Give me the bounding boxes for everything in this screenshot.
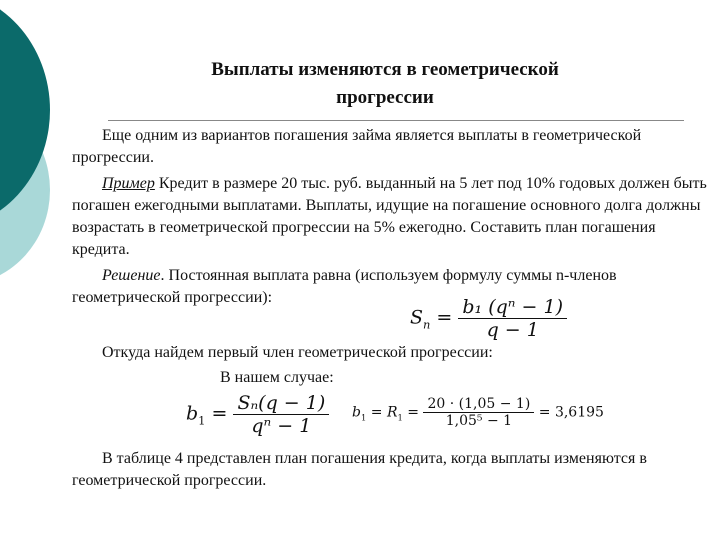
formula-num-lhs: b bbox=[352, 404, 361, 421]
paragraph-solution bbox=[72, 265, 712, 309]
formula-b1-general: $b_1$ = $\frac{\text{Sₙ(q − 1)}}{\text{qⁿ − 1}}$ bbox=[186, 392, 329, 437]
formula-sum-lhs-sub: n bbox=[423, 317, 431, 332]
paragraph-example bbox=[72, 173, 712, 261]
slide-title bbox=[150, 56, 620, 112]
formula-sum-lhs: S bbox=[410, 306, 424, 329]
formula-num-result: 3,6195 bbox=[554, 404, 604, 421]
paragraph-first-term: Откуда найдем первый член геометрической прогрессии: bbox=[102, 344, 493, 361]
formula-sum-num: b₁ (qⁿ − 1) bbox=[458, 296, 567, 319]
title-divider bbox=[108, 120, 684, 121]
example-lead: Пример bbox=[102, 175, 155, 192]
solution-lead: Решение bbox=[102, 267, 161, 284]
solution-text: . Постоянная выплата равна (используем формулу суммы n-членов геометрической прогрессии): bbox=[72, 267, 617, 306]
formula-sum-den: q − 1 bbox=[486, 319, 539, 341]
formula-b1-lhs-sub: 1 bbox=[198, 413, 206, 428]
example-text: Кредит в размере 20 тыс. руб. выданный на 5 лет под 10% годовых должен быть погашен ежегодными выплатами. Выплаты, идущие на погашение основного долга должны возрастать в геометрической прогрессии на 5% ежегодно. Составить план погашения кредита. bbox=[72, 175, 707, 258]
paragraph-table: В таблице 4 представлен план погашения кредита, когда выплаты изменяются в геометрической прогрессии. bbox=[72, 450, 647, 489]
formula-num-den: 1,05⁵ − 1 bbox=[445, 413, 513, 429]
formula-num-mid-sub: 1 bbox=[397, 412, 403, 423]
formula-num-mid: R bbox=[386, 404, 398, 421]
formula-b1-num: Sₙ(q − 1) bbox=[233, 392, 329, 415]
formula-b1-den: qⁿ − 1 bbox=[251, 415, 312, 437]
decorative-sidebar-shapes bbox=[0, 0, 60, 300]
slide-body bbox=[72, 125, 712, 309]
formula-b1-lhs: b bbox=[186, 402, 199, 425]
formula-sum: $S_n$ = $\frac{\text{b₁ (qⁿ − 1)}}{q - 1}$ bbox=[410, 296, 567, 341]
formula-num-num: 20 · (1,05 − 1) bbox=[423, 396, 534, 413]
title-line-1: Выплаты изменяются в геометрической bbox=[211, 59, 559, 80]
title-line-2: прогрессии bbox=[336, 87, 434, 108]
paragraph-intro: Еще одним из вариантов погашения займа является выплаты в геометрической прогрессии. bbox=[72, 127, 642, 166]
formula-num-lhs-sub: 1 bbox=[360, 412, 367, 423]
paragraph-in-case: В нашем случае: bbox=[220, 369, 334, 386]
formula-b1-numeric: $b_1 = R_1$ = $\frac{20 \cdot (1,05 - 1)}{\text{1,05⁵ − 1}}$ = 3,6195 bbox=[352, 396, 604, 429]
